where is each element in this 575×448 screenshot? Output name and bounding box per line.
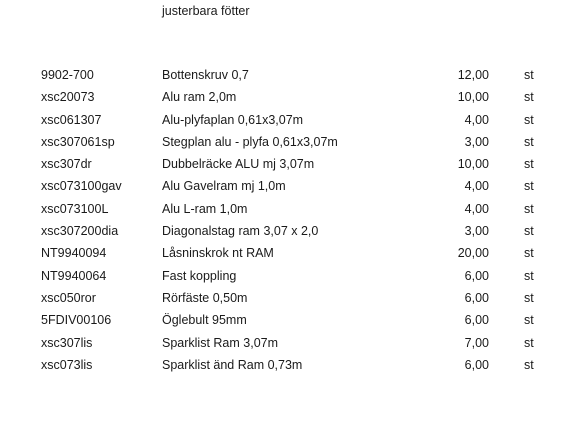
table-row [0,133,575,155]
item-description: Diagonalstag ram 3,07 x 2,0 [162,224,319,239]
item-description: Öglebult 95mm [162,313,247,328]
item-list [0,66,575,378]
item-unit: st [524,90,534,105]
item-code: xsc307061sp [41,134,115,149]
table-row [0,311,575,333]
item-description: Sparklist änd Ram 0,73m [162,357,303,372]
item-description: Stegplan alu - plyfa 0,61x3,07m [162,134,338,149]
item-code: xsc20073 [41,90,95,105]
table-row [0,155,575,177]
table-row [0,289,575,311]
table-row [0,111,575,133]
item-code: xsc307lis [41,335,93,350]
table-row [0,66,575,88]
item-code: xsc061307 [41,112,102,127]
table-row [0,244,575,266]
item-unit: st [524,68,534,82]
item-unit: st [524,335,534,350]
item-description: Alu-plyfaplan 0,61x3,07m [162,112,304,127]
table-row [0,88,575,110]
item-description: Fast koppling [162,268,237,283]
item-quantity: 12,00 [457,68,489,82]
item-description: Rörfäste 0,50m [162,290,248,305]
item-description: Alu Gavelram mj 1,0m [162,179,286,194]
item-description: Bottenskruv 0,7 [162,68,249,82]
item-quantity: 6,00 [464,313,489,328]
item-unit: st [524,313,534,328]
item-description: Alu L-ram 1,0m [162,201,248,216]
item-unit: st [524,246,534,261]
item-quantity: 20,00 [457,246,489,261]
item-quantity: 10,00 [457,157,489,172]
item-quantity: 3,00 [464,134,489,149]
item-quantity: 6,00 [464,268,489,283]
item-code: NT9940064 [41,268,107,283]
item-description: Låsninskrok nt RAM [162,246,274,261]
item-code: xsc307dr [41,157,92,172]
item-unit: st [524,134,534,149]
item-unit: st [524,357,534,372]
item-code: xsc073100gav [41,179,122,194]
item-unit: st [524,224,534,239]
item-code: xsc073100L [41,201,109,216]
item-quantity: 7,00 [464,335,489,350]
table-row [0,267,575,289]
item-quantity: 10,00 [457,90,489,105]
table-row [0,200,575,222]
item-quantity: 6,00 [464,290,489,305]
item-description: Sparklist Ram 3,07m [162,335,279,350]
item-description: Alu ram 2,0m [162,90,237,105]
item-quantity: 4,00 [464,112,489,127]
item-quantity: 4,00 [464,179,489,194]
item-code: 9902-700 [41,68,94,82]
item-quantity: 3,00 [464,224,489,239]
partial-description-line: justerbara fötter [162,4,250,18]
item-unit: st [524,201,534,216]
item-unit: st [524,112,534,127]
table-row [0,177,575,199]
table-row [0,334,575,356]
item-code: NT9940094 [41,246,107,261]
table-row [0,356,575,378]
item-code: 5FDIV00106 [41,313,112,328]
item-unit: st [524,179,534,194]
item-quantity: 4,00 [464,201,489,216]
item-code: xsc307200dia [41,224,119,239]
item-quantity: 6,00 [464,357,489,372]
table-row [0,222,575,244]
item-code: xsc073lis [41,357,93,372]
item-code: xsc050ror [41,290,96,305]
item-unit: st [524,157,534,172]
item-unit: st [524,268,534,283]
item-unit: st [524,290,534,305]
item-description: Dubbelräcke ALU mj 3,07m [162,157,315,172]
